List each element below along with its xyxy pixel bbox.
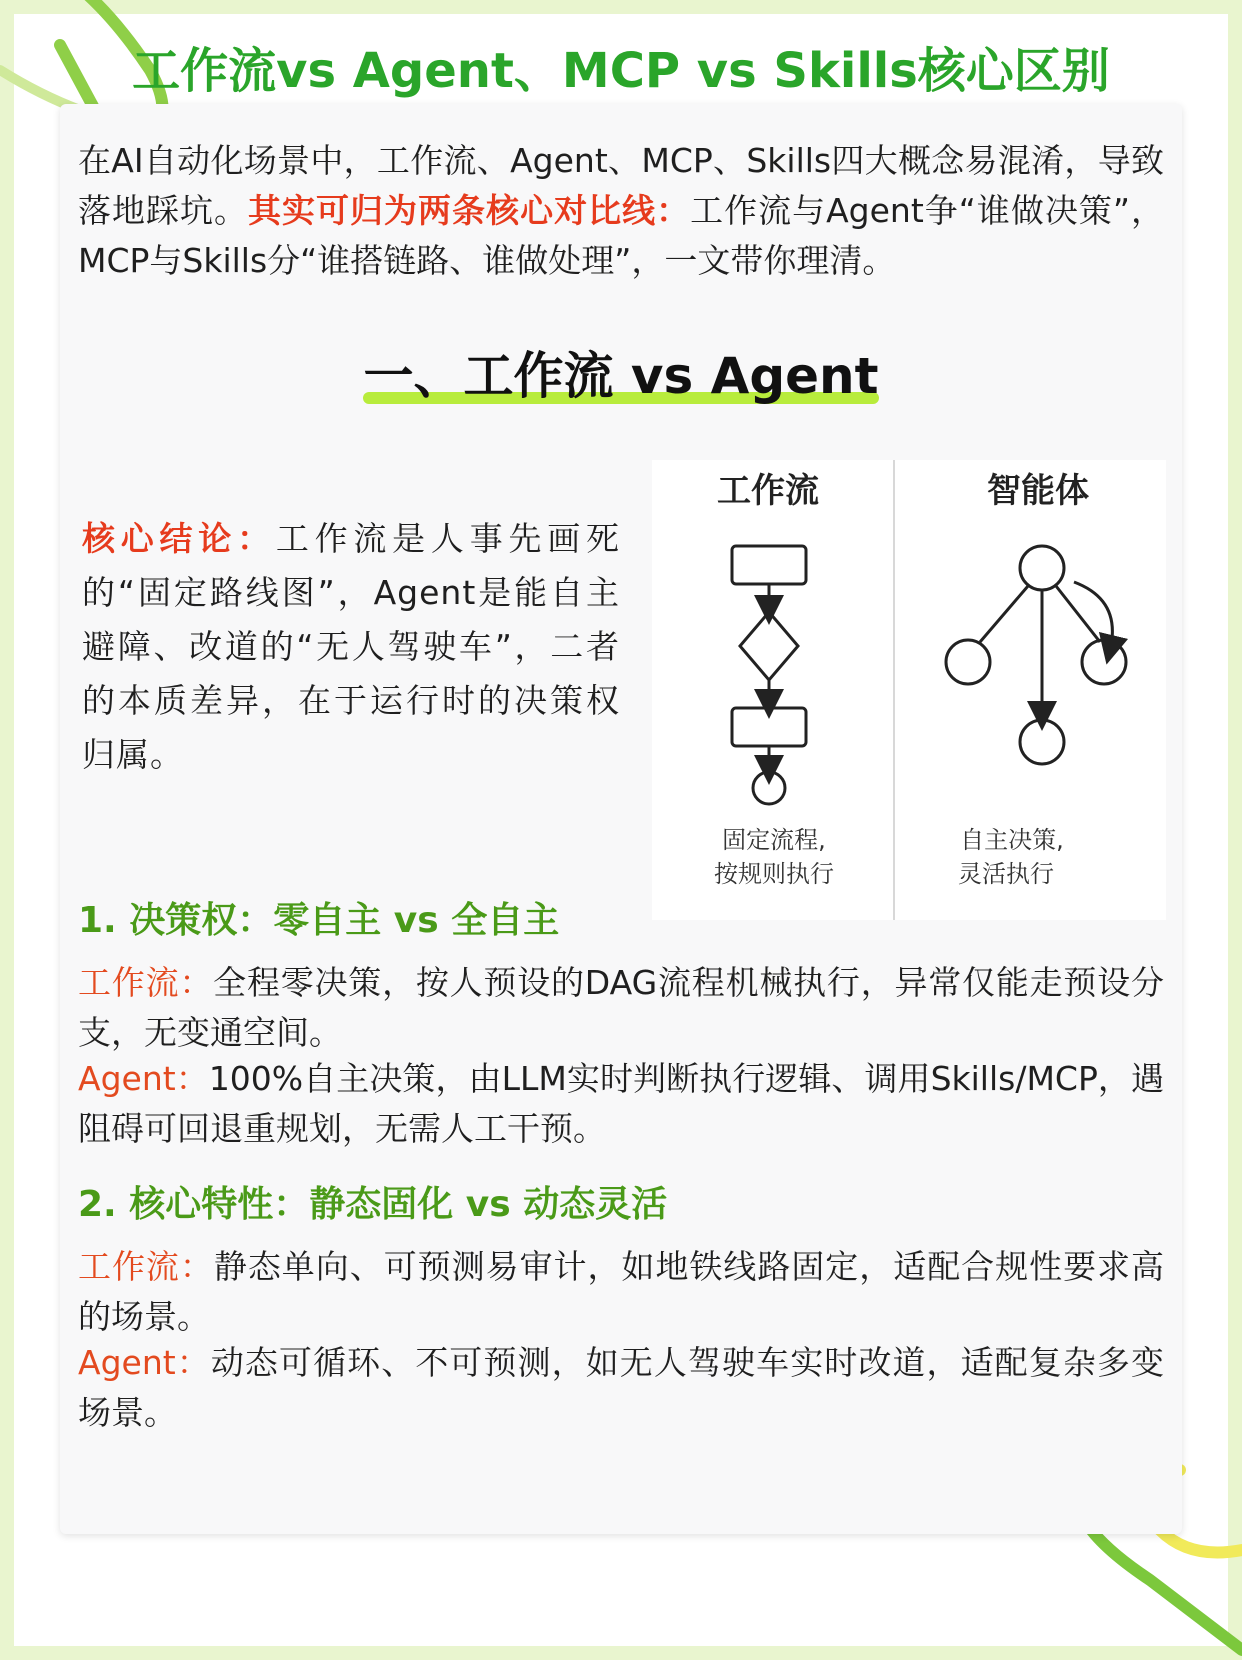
agent-label: Agent： (78, 1343, 211, 1382)
agent-graph-icon (946, 546, 1126, 764)
workflow-label: 工作流： (78, 1247, 214, 1286)
agent-label: Agent： (78, 1059, 209, 1098)
agent-text: 100%自主决策，由LLM实时判断执行逻辑、调用Skills/MCP，遇阻碍可回退重规划，无需人工干预。 (78, 1059, 1164, 1148)
left-caption-2: 按规则执行 (714, 860, 834, 888)
diagram-svg (652, 460, 1166, 920)
right-caption-2: 灵活执行 (958, 860, 1054, 888)
point-1-workflow (78, 958, 1164, 1058)
intro-text-2: 工作流与Agent争“谁做决策”，MCP与Skills分“谁搭链路、谁做处理”，一文带你理清。 (78, 191, 1165, 280)
point-2-heading: 2. 核心特性：静态固化 vs 动态灵活 (78, 1184, 668, 1225)
point-1-agent (78, 1054, 1164, 1154)
core-conclusion (82, 512, 620, 782)
workflow-text: 全程零决策，按人预设的DAG流程机械执行，异常仅能走预设分支，无变通空间。 (78, 963, 1165, 1052)
right-title: 智能体 (987, 471, 1089, 511)
intro-text-1: 在AI自动化场景中，工作流、Agent、MCP、Skills四大概念易混淆，导致落地踩坑。 (78, 141, 1164, 230)
conclusion-text: 工作流是人事先画死的“固定路线图”，Agent是能自主避障、改道的“无人驾驶车”，二者的本质差异，在于运行时的决策权归属。 (82, 519, 621, 774)
conclusion-label: 核心结论： (82, 519, 276, 558)
flowchart-icon (732, 546, 806, 804)
right-caption-1: 自主决策, (960, 826, 1064, 854)
intro-paragraph (78, 136, 1164, 286)
page-title: 工作流vs Agent、MCP vs Skills核心区别 (132, 43, 1110, 99)
left-caption-1: 固定流程, (722, 826, 826, 854)
workflow-text: 静态单向、可预测易审计，如地铁线路固定，适配合规性要求高的场景。 (78, 1247, 1165, 1336)
workflow-vs-agent-diagram (652, 460, 1166, 920)
point-2-workflow (78, 1242, 1164, 1342)
left-title: 工作流 (717, 471, 819, 511)
section-title (60, 336, 1182, 408)
intro-highlight: 其实可归为两条核心对比线： (248, 191, 691, 230)
workflow-label: 工作流： (78, 963, 214, 1002)
section-title-text: 一、工作流 vs Agent (363, 347, 879, 405)
content-card (60, 104, 1182, 1534)
point-1-heading: 1. 决策权：零自主 vs 全自主 (78, 900, 560, 941)
agent-text: 动态可循环、不可预测，如无人驾驶车实时改道，适配复杂多变场景。 (78, 1343, 1164, 1432)
point-2-agent (78, 1338, 1164, 1438)
